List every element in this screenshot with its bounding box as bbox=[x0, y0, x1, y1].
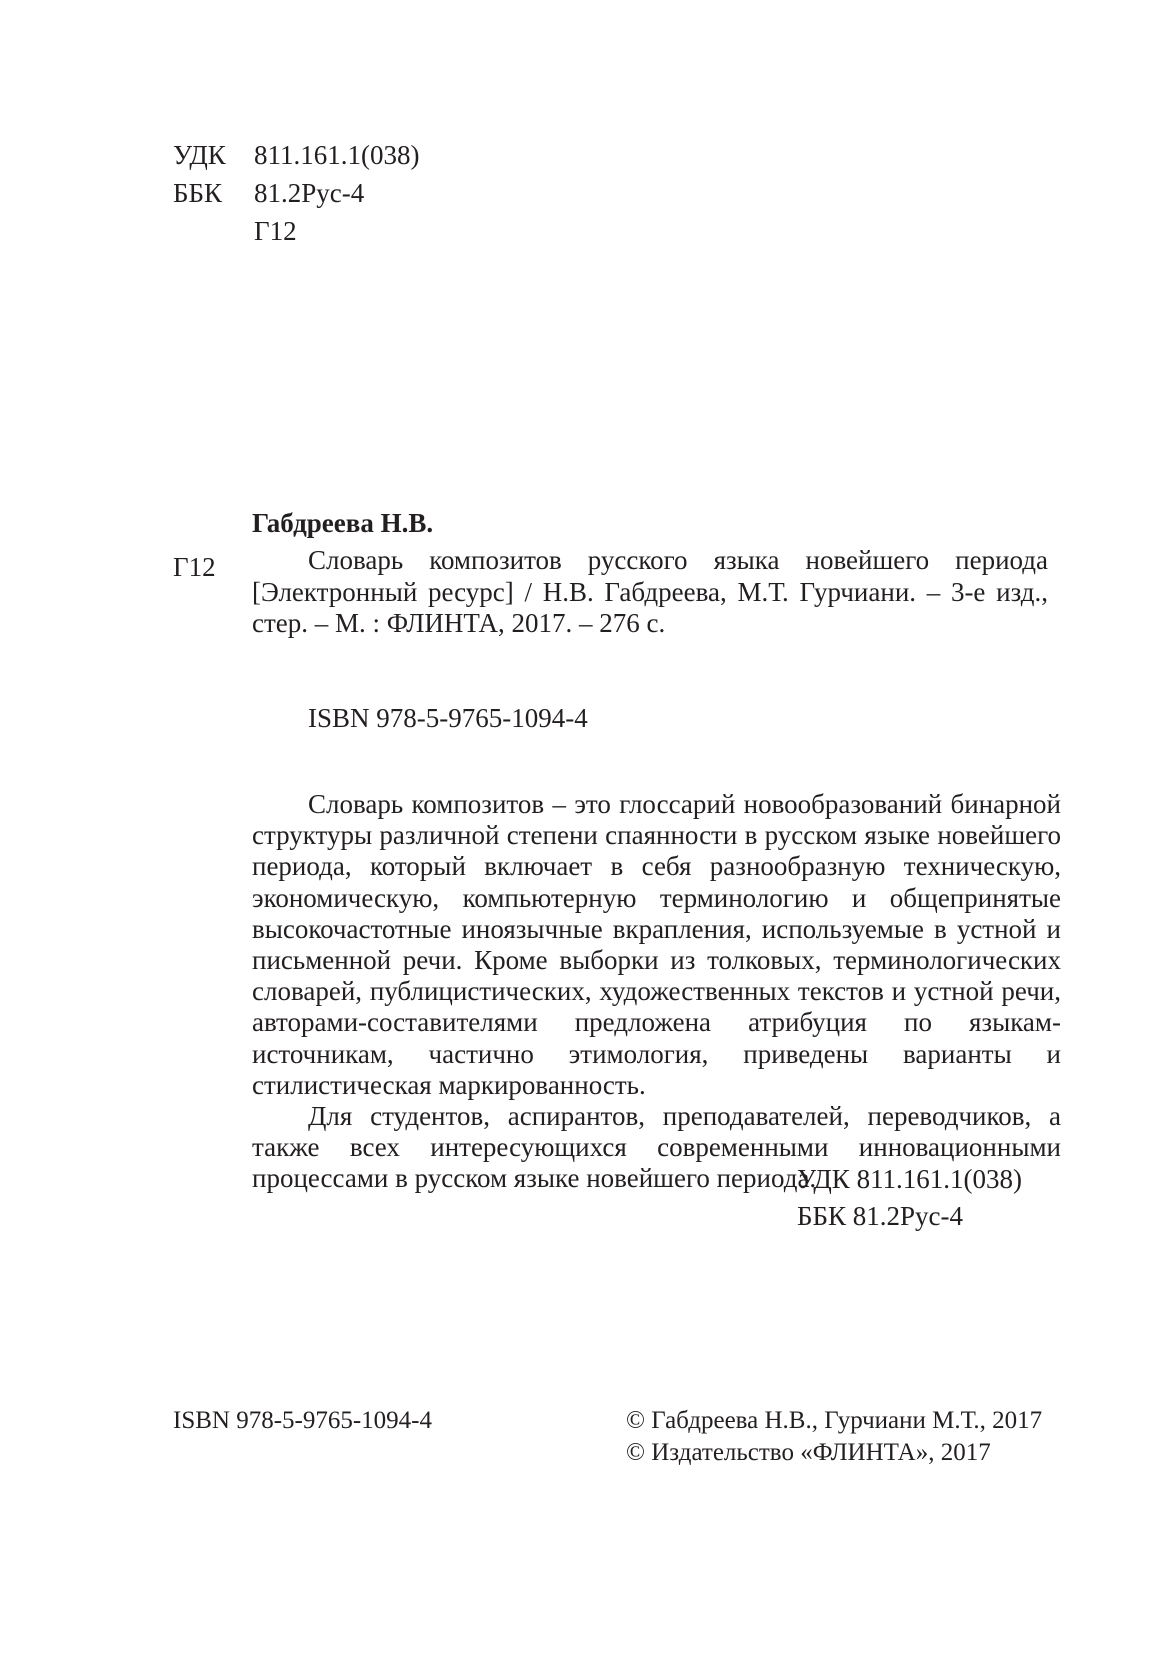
bbk-label: ББК bbox=[173, 178, 223, 208]
udk-label: УДК bbox=[173, 140, 226, 170]
bbk-bottom: ББК 81.2Рус-4 bbox=[797, 1201, 964, 1231]
annotation-paragraph: Словарь композитов – это глоссарий новообразований бинарной структуры различной степени спаянности в русском языке новейшего периода, который включает в себя разнообразную техническую, экономическую, компьютерную терминологию и общепринятые высокочастотные иноязычные вкрапления, используемые в устной и письменной речи. Кроме выборки из толковых, терминологических словарей, публицистических, художественных текстов и устной речи, авторами-составителями предложена атрибуция по языкам-источникам, частично этимология, приведены варианты и стилистическая маркированность. bbox=[252, 789, 1061, 1100]
bibliographic-description bbox=[252, 545, 1048, 640]
copyright-publisher: © Издательство «ФЛИНТА», 2017 bbox=[626, 1439, 991, 1466]
description-text: Словарь композитов русского языка новейшего периода [Электронный ресурс] / Н.В. Габдреева, М.Т. Гурчиани. – 3-е изд., стер. – М. : ФЛИНТА, 2017. – 276 с. bbox=[252, 545, 1048, 638]
author-mark-top: Г12 bbox=[254, 216, 297, 246]
udk-value: 811.161.1(038) bbox=[254, 140, 420, 170]
bbk-value: 81.2Рус-4 bbox=[254, 178, 365, 208]
annotation bbox=[252, 789, 1061, 1195]
footer-isbn: ISBN 978-5-9765-1094-4 bbox=[173, 1407, 433, 1434]
annotation-paragraph: Для студентов, аспирантов, преподавателей, переводчиков, а также всех интересующихся современными инновационными процессами в русском языке новейшего периода. bbox=[252, 1101, 1061, 1194]
author-name: Габдреева Н.В. bbox=[252, 508, 434, 538]
author-mark: Г12 bbox=[173, 552, 216, 582]
udk-bottom: УДК 811.161.1(038) bbox=[797, 1164, 1023, 1194]
entry-isbn: ISBN 978-5-9765-1094-4 bbox=[308, 703, 588, 733]
copyright-authors: © Габдреева Н.В., Гурчиани М.Т., 2017 bbox=[626, 1407, 1043, 1434]
